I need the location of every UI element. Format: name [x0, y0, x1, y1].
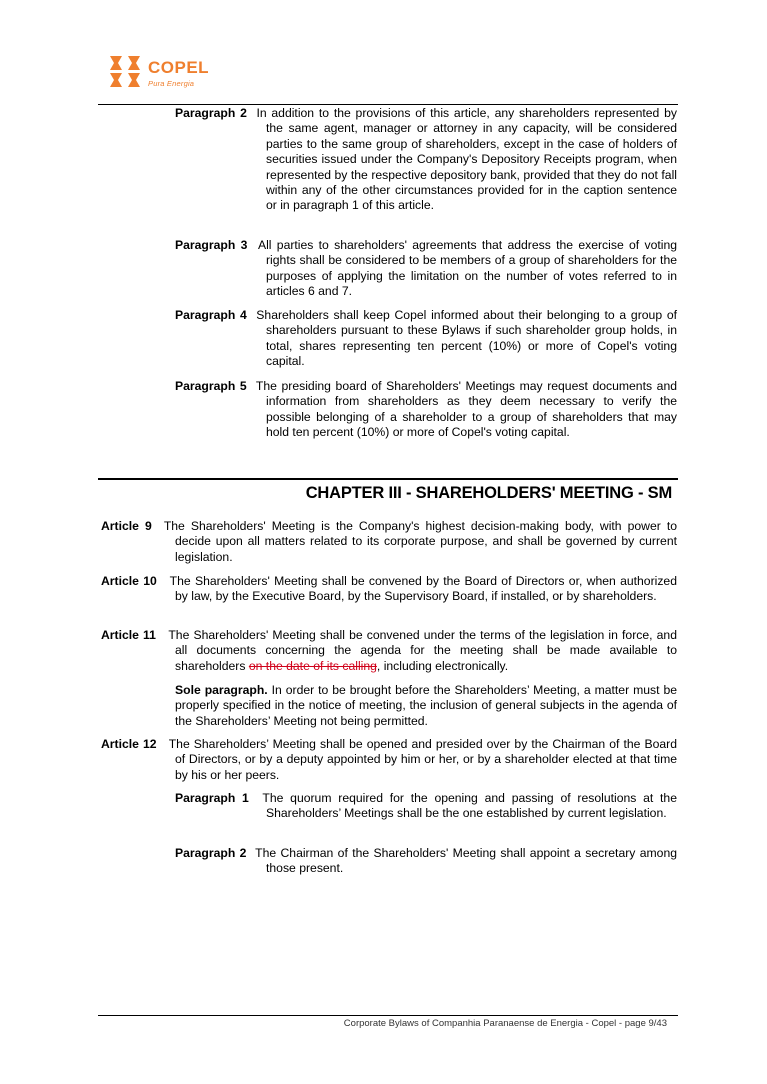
paragraph-label: Paragraph 2: [175, 106, 247, 120]
copel-logo-icon: [108, 54, 144, 90]
article-text: The Shareholders' Meeting is the Company's highest decision-making body, with power to decide upon all matters related to its corporate purpose, and shall be governed by current legislation.: [163, 519, 677, 564]
article-text: The Shareholders' Meeting shall be convened under the terms of the legislation in force, and all documents concerning the agenda for the meeting shall be made available to shareholders: [168, 628, 677, 673]
article-12-paragraph-1: [175, 791, 677, 822]
article-12: [101, 737, 677, 783]
article-11-sole-paragraph: [175, 683, 677, 729]
paragraph-label: Paragraph 2: [175, 846, 247, 860]
article-label: Article 11: [101, 628, 156, 642]
article-10: [101, 574, 677, 605]
paragraph-3: [175, 238, 677, 300]
paragraph-text: The Chairman of the Shareholders' Meeting shall appoint a secretary among those present.: [255, 846, 677, 876]
paragraph-text: The presiding board of Shareholders' Meetings may request documents and information from shareholders as they deem necessary to verify the possible belonging of a shareholder to a group of shareholders that may hold ten percent (10%) or more of Copel's voting capital.: [255, 379, 678, 440]
paragraph-5: [175, 379, 677, 441]
copel-logo: [108, 54, 228, 94]
paragraph-text: Shareholders shall keep Copel informed about their belonging to a group of shareholders pursuant to these Bylaws if such shareholder group holds, in total, shares representing ten percent (10%) or more of Copel's voting capital.: [256, 308, 678, 369]
footer-rule: [98, 1015, 678, 1016]
chapter-rule: [98, 478, 678, 480]
paragraph-label: Paragraph 3: [175, 238, 248, 252]
header-rule: [98, 104, 678, 105]
sole-paragraph-text: In order to be brought before the Shareholders’ Meeting, a matter must be properly specified in the notice of meeting, the inclusion of general subjects in the agenda of the Shareholders’ Meeting not being permitted.: [175, 683, 677, 728]
article-text: The Shareholders' Meeting shall be convened by the Board of Directors or, when authorized by law, by the Executive Board, by the Supervisory Board, if installed, or by shareholders.: [169, 574, 677, 604]
sole-paragraph-label: Sole paragraph.: [175, 683, 268, 697]
chapter-title: CHAPTER III - SHAREHOLDERS' MEETING - SM: [305, 484, 672, 502]
struck-text: on the date of its calling: [248, 658, 377, 673]
paragraph-text: All parties to shareholders' agreements that address the exercise of voting rights shall be considered to be members of a group of shareholders for the purposes of applying the limitation on the number of votes referred to in articles 6 and 7.: [257, 238, 677, 299]
article-label: Article 10: [101, 574, 157, 588]
logo-name: COPEL: [148, 58, 210, 77]
page-footer: Corporate Bylaws of Companhia Paranaense de Energia - Copel - page 9/43: [343, 1018, 667, 1029]
logo-tagline: Pura Energia: [148, 79, 195, 88]
article-text-end: , including electronically.: [376, 658, 509, 673]
article-text: The Shareholders’ Meeting shall be opened and presided over by the Chairman of the Board of Directors, or by a deputy appointed by him or her, or by a shareholder elected at that time by his or her peers.: [168, 737, 677, 782]
paragraph-text: The quorum required for the opening and passing of resolutions at the Shareholders’ Meetings shall be the one established by current legislation.: [262, 791, 677, 821]
article-11: [101, 628, 677, 674]
article-12-paragraph-2: [175, 846, 677, 877]
paragraph-text: In addition to the provisions of this article, any shareholders represented by the same agent, manager or attorney in any capacity, will be considered parties to the same group of shareholders, except in the case of holders of securities issued under the Company's Depository Receipts program, when represented by the respective depository bank, provided that they do not fall within any of the other circumstances provided for in the caption sentence or in paragraph 1 of this article.: [256, 106, 677, 213]
paragraph-label: Paragraph 4: [175, 308, 247, 322]
article-label: Article 9: [101, 519, 152, 533]
paragraph-2: [175, 106, 677, 214]
paragraph-label: Paragraph 5: [175, 379, 247, 393]
paragraph-4: [175, 308, 677, 370]
article-label: Article 12: [101, 737, 157, 751]
paragraph-label: Paragraph 1: [175, 791, 249, 805]
article-9: [101, 519, 677, 565]
